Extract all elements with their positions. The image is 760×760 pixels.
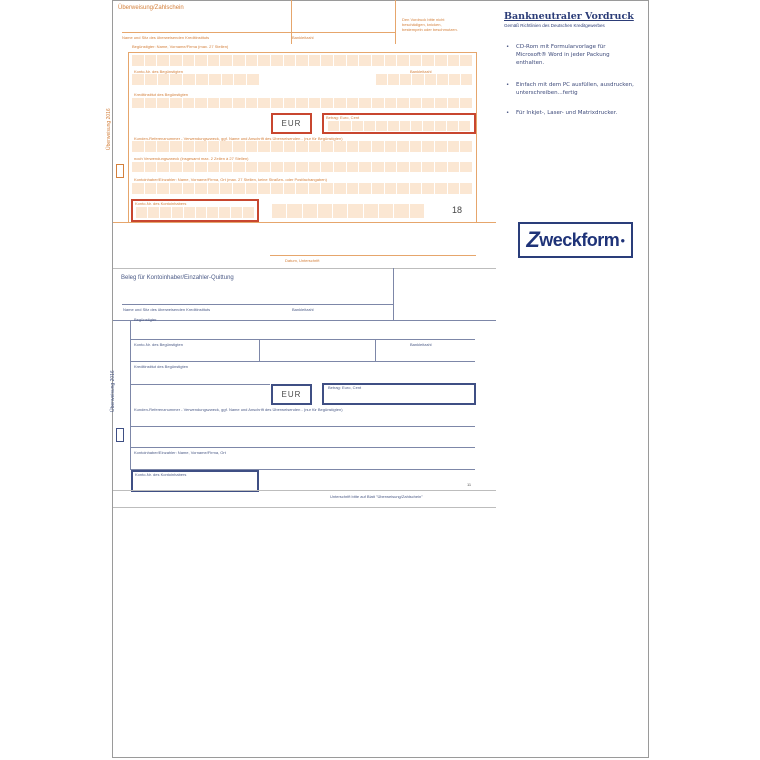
- lower-side-mark: [116, 428, 124, 442]
- upper-purpose-label: noch Verwendungszweck (insgesamt max. 2 Zeilen à 27 Stellen): [134, 156, 249, 161]
- lower-payee-label: Begünstigter: [134, 317, 157, 322]
- upper-side-label: Überweisung 2016: [106, 108, 112, 150]
- upper-signature-label: Datum, Unterschrift: [285, 258, 320, 263]
- upper-payee-account-cells[interactable]: [132, 74, 259, 85]
- lower-form-title: Beleg für Kontoinhaber/Einzahler-Quittung: [121, 275, 234, 281]
- upper-holder-cells[interactable]: [132, 183, 472, 194]
- upper-bank-name-label: Name und Sitz des überweisenden Kreditinstituts: [122, 35, 210, 40]
- upper-holder-label: Kontoinhaber/Einzahler: Name, Vorname/Firma, Ort (max. 27 Stellen, keine Straßen- oder Postfachangaben): [134, 177, 327, 182]
- lower-reference-label: Kunden-Referenznummer - Verwendungszweck, ggf. Name und Anschrift des Überweisenden - (nur für Begünstigten): [134, 407, 343, 412]
- lower-holder-account-field[interactable]: [131, 470, 259, 492]
- upper-payee-bank-label: Kreditinstitut des Begünstigten: [134, 92, 189, 97]
- info-subheading: Gemäß Richtlinien des Deutschen Kreditgewerbes: [504, 23, 605, 28]
- info-bullet-3: • Für Inkjet-, Laser- und Matrixdrucker.: [506, 110, 618, 116]
- upper-reference-label: Kunden-Referenznummer - Verwendungszweck, ggf. Name und Anschrift des Überweisenden - (nur für Begünstigten): [134, 136, 343, 141]
- lower-payee-bank-code-label: Bankleitzahl: [410, 342, 432, 347]
- lower-amount-field[interactable]: [322, 383, 476, 405]
- upper-payee-bank-cells[interactable]: [132, 98, 472, 108]
- lower-amount-label: Betrag: Euro, Cent: [328, 385, 362, 390]
- lower-payee-bank-label: Kreditinstitut des Begünstigten: [134, 364, 189, 369]
- lower-currency: EUR: [281, 390, 302, 399]
- upper-reference-cells[interactable]: [132, 141, 472, 152]
- upper-holder-account-field[interactable]: [131, 199, 259, 222]
- upper-amount-field[interactable]: [322, 113, 476, 134]
- upper-payee-cells[interactable]: [132, 55, 472, 66]
- info-heading: Bankneutraler Vordruck: [504, 11, 634, 22]
- lower-holder-account-label: Konto-Nr. des Kontoinhabers: [135, 472, 187, 477]
- lower-bank-name-label: Name und Sitz des überweisenden Kreditinstituts: [123, 307, 211, 312]
- upper-holder-account-label: Konto-Nr. des Kontoinhabers: [135, 201, 187, 206]
- upper-code: 18: [452, 205, 463, 215]
- upper-form-hint: Den Vordruck bitte nicht beschädigen, knicken, bestempeln oder beschmutzen.: [402, 17, 458, 32]
- upper-purpose-cells[interactable]: [132, 162, 472, 172]
- upper-form-title: Überweisung/Zahlschein: [118, 5, 184, 11]
- lower-side-label: Überweisung 2016: [110, 370, 116, 412]
- upper-extra-cells[interactable]: [272, 204, 424, 218]
- upper-payee-account-label: Konto-Nr. des Begünstigten: [134, 69, 183, 74]
- upper-currency: EUR: [281, 119, 302, 128]
- lower-bank-code-label: Bankleitzahl: [292, 307, 314, 312]
- lower-code: 11: [467, 482, 472, 487]
- upper-payee-bank-code-label: Bankleitzahl: [410, 69, 432, 74]
- info-bullet-2: • Einfach mit dem PC ausfüllen, ausdrucken, unterschreiben...fertig: [506, 82, 634, 96]
- lower-currency-box: [271, 384, 312, 405]
- upper-amount-label: Betrag: Euro, Cent: [326, 115, 360, 120]
- upper-payee-label: Begünstigter: Name, Vorname/Firma (max. 27 Stellen): [132, 44, 229, 49]
- zweckform-logo: Z weckform ●: [518, 222, 633, 258]
- lower-holder-label: Kontoinhaber/Einzahler: Name, Vorname/Firma, Ort: [134, 450, 226, 455]
- info-bullet-1: • CD-Rom mit Formularvorlage für Microsoft® Word in jeder Packung enthalten.: [506, 44, 610, 66]
- lower-footer: Unterschrift bitte auf Blatt "Überweisung/Zahlschein": [330, 494, 423, 499]
- upper-bank-code-label: Bankleitzahl: [292, 35, 314, 40]
- upper-side-mark: [116, 164, 124, 178]
- upper-currency-box: [271, 113, 312, 134]
- upper-payee-bank-code-cells[interactable]: [376, 74, 472, 85]
- lower-payee-account-label: Konto-Nr. des Begünstigten: [134, 342, 183, 347]
